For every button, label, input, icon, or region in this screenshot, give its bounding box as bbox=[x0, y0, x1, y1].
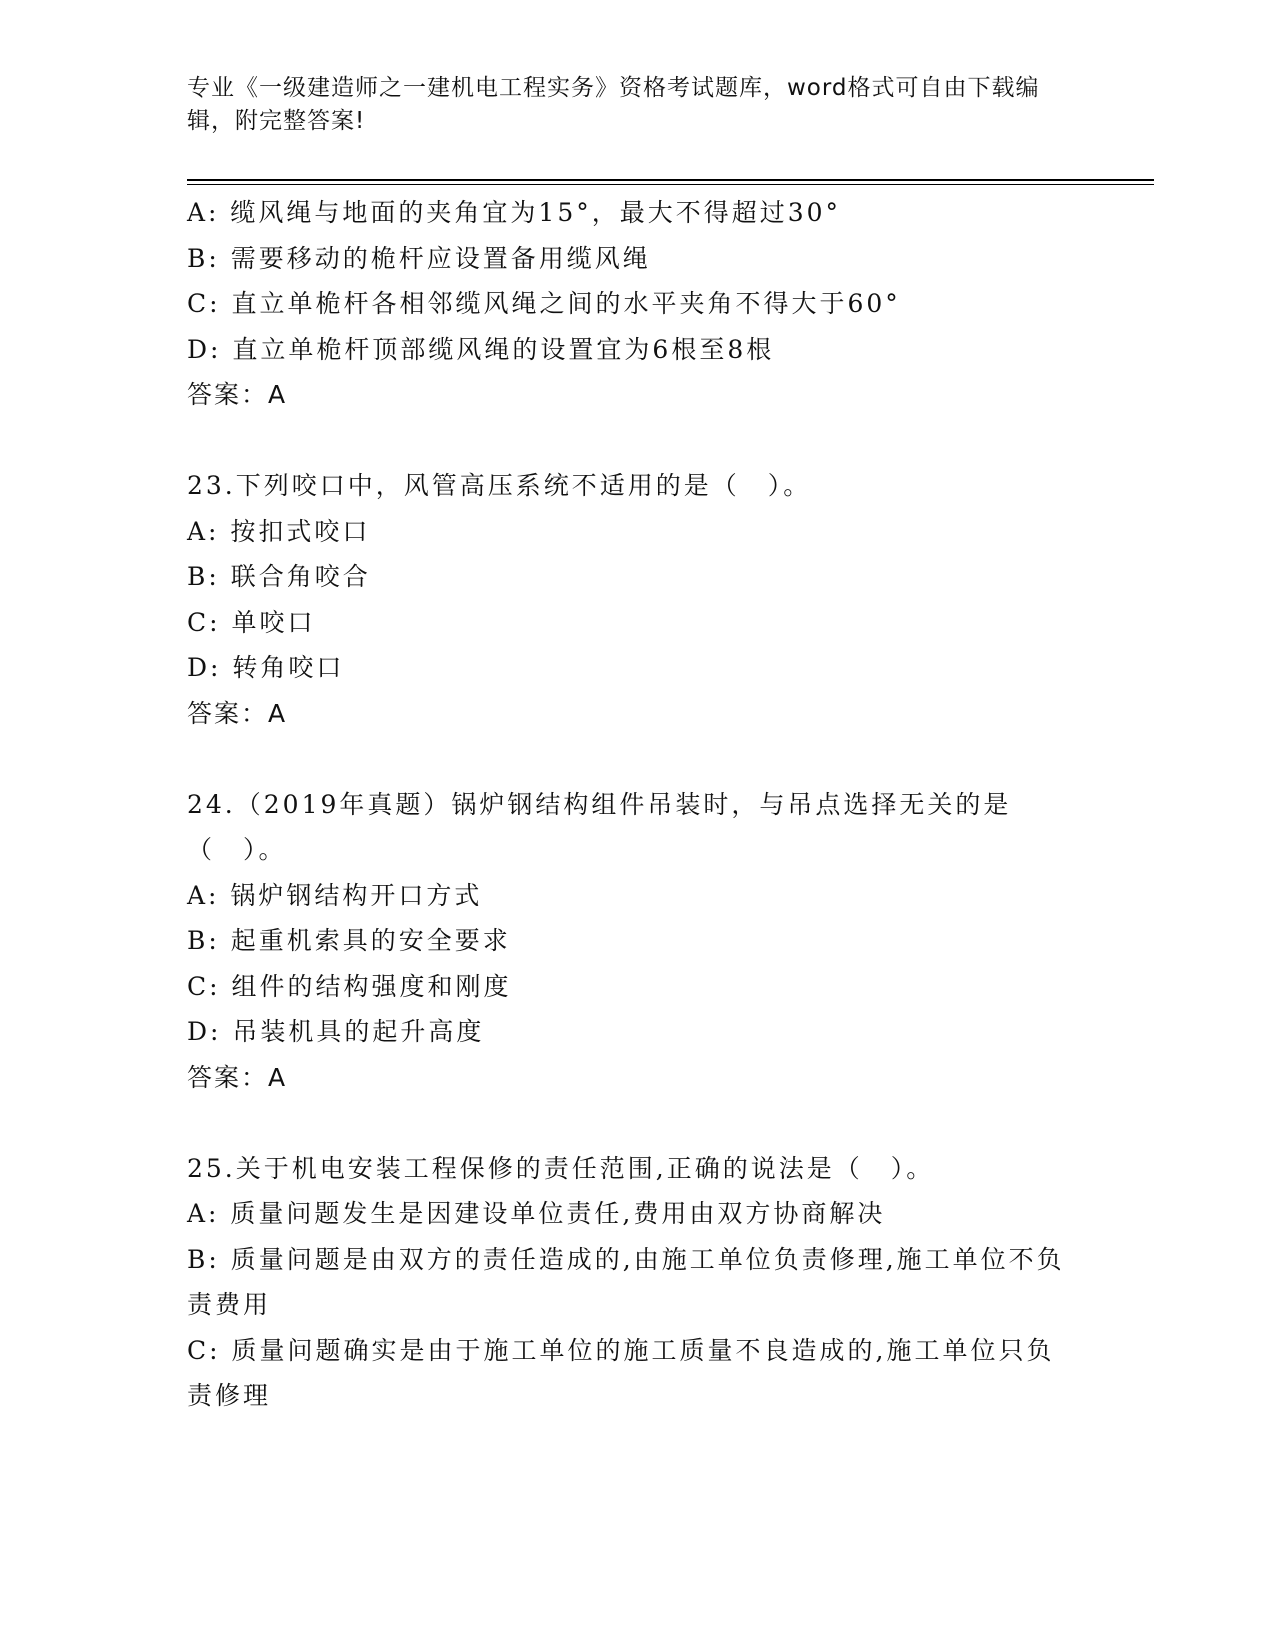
option-a: A: 质量问题发生是因建设单位责任,费用由双方协商解决 bbox=[187, 1199, 886, 1228]
question-22 bbox=[187, 190, 1087, 418]
question-stem: 24.（2019年真题）锅炉钢结构组件吊装时，与吊点选择无关的是（ ）。 bbox=[187, 789, 1012, 864]
document-header: 专业《一级建造师之一建机电工程实务》资格考试题库，word格式可自由下载编辑，附完整答案! bbox=[187, 75, 1040, 134]
option-d: D: 转角咬口 bbox=[187, 653, 345, 682]
spacer bbox=[187, 1100, 1087, 1146]
question-list bbox=[187, 190, 1087, 1419]
answer: 答案：A bbox=[187, 1062, 288, 1092]
option-c: C: 质量问题确实是由于施工单位的施工质量不良造成的,施工单位只负责修理 bbox=[187, 1335, 1055, 1410]
question-stem: 25.关于机电安装工程保修的责任范围,正确的说法是（ ）。 bbox=[187, 1153, 935, 1183]
option-b: B: 起重机索具的安全要求 bbox=[187, 926, 511, 955]
option-c: C: 组件的结构强度和刚度 bbox=[187, 971, 512, 1001]
option-b: B: 质量问题是由双方的责任造成的,由施工单位负责修理,施工单位不负责费用 bbox=[187, 1244, 1065, 1319]
question-24 bbox=[187, 782, 1087, 1101]
option-d: D: 吊装机具的起升高度 bbox=[187, 1017, 485, 1046]
option-a: A: 锅炉钢结构开口方式 bbox=[187, 880, 483, 910]
option-b: B: 联合角咬合 bbox=[187, 562, 371, 591]
question-23 bbox=[187, 463, 1087, 736]
spacer bbox=[187, 418, 1087, 464]
question-25 bbox=[187, 1146, 1087, 1419]
spacer bbox=[187, 736, 1087, 782]
option-d: D: 直立单桅杆顶部缆风绳的设置宜为6根至8根 bbox=[187, 334, 775, 364]
option-c: C: 直立单桅杆各相邻缆风绳之间的水平夹角不得大于60° bbox=[187, 289, 901, 318]
header-divider-thick bbox=[187, 179, 1154, 181]
option-b: B: 需要移动的桅杆应设置备用缆风绳 bbox=[187, 243, 651, 273]
option-a: A: 缆风绳与地面的夹角宜为15°，最大不得超过30° bbox=[187, 198, 842, 227]
question-stem: 23.下列咬口中，风管高压系统不适用的是（ ）。 bbox=[187, 471, 812, 500]
option-c: C: 单咬口 bbox=[187, 607, 316, 637]
header-divider-thin bbox=[187, 184, 1154, 185]
option-a: A: 按扣式咬口 bbox=[187, 516, 371, 546]
answer: 答案：A bbox=[187, 698, 288, 728]
answer: 答案：A bbox=[187, 380, 288, 409]
